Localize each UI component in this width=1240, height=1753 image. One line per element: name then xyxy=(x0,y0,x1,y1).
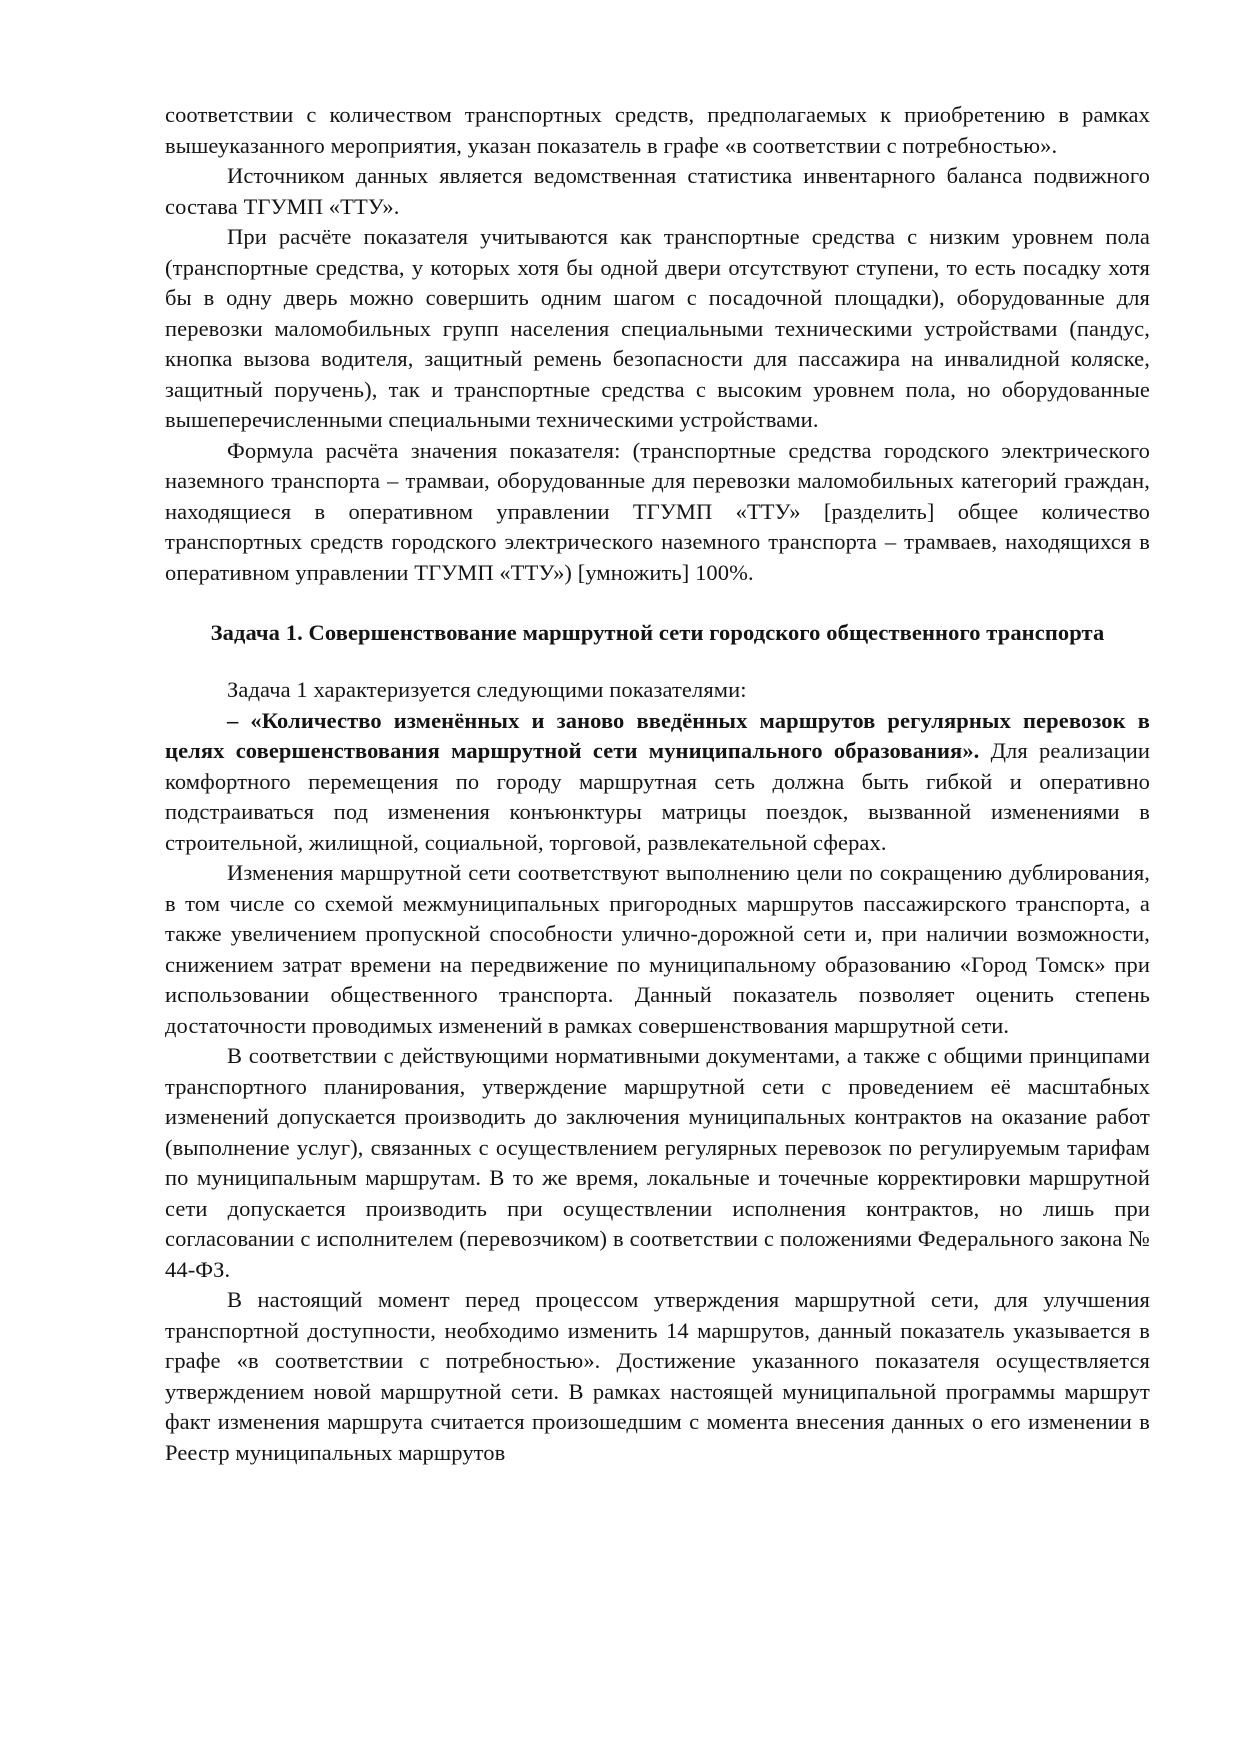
indicator-bold-lead: – «Количество изменённых и заново введённых маршрутов регулярных перевозок в целях совершенствования маршрутной сети муниципального образования». xyxy=(165,707,1150,763)
indicator-rest-text: Для реализации комфортного перемещения по городу маршрутная сеть должна быть гибкой и оперативно подстраиваться под изменения конъюнктуры матрицы поездок, вызванной изменениями в строительной, жилищной, социальной, торговой, развлекательной сферах. xyxy=(165,738,1150,855)
document-text-block xyxy=(165,100,1150,1468)
paragraph-calculation-rules: При расчёте показателя учитываются как транспортные средства с низким уровнем пола (транспортные средства, у которых хотя бы одной двери отсутствуют ступени, то есть посадку хотя бы в одну дверь можно совершить одним шагом с посадочной площадки), оборудованные для перевозки маломобильных групп населения специальными техническими устройствами (пандус, кнопка вызова водителя, защитный ремень безопасности для пассажира на инвалидной коляске, защитный поручень), так и транспортные средства с высоким уровнем пола, но оборудованные вышеперечисленными специальными техническими устройствами. xyxy=(165,224,1150,432)
paragraph-indicator xyxy=(165,706,1150,859)
paragraph-task-intro: Задача 1 характеризуется следующими показателями: xyxy=(227,677,747,702)
paragraph-route-changes: Изменения маршрутной сети соответствуют выполнению цели по сокращению дублирования, в том числе со схемой межмуниципальных пригородных маршрутов пассажирского транспорта, а также увеличением пропускной способности улично-дорожной сети и, при наличии возможности, снижением затрат времени на передвижение по муниципальному образованию «Город Томск» при использовании общественного транспорта. Данный показатель позволяет оценить степень достаточности проводимых изменений в рамках совершенствования маршрутной сети. xyxy=(165,860,1150,1038)
paragraph-regulatory: В соответствии с действующими нормативными документами, а также с общими принципами транспортного планирования, утверждение маршрутной сети с проведением её масштабных изменений допускается производить до заключения муниципальных контрактов на оказание работ (выполнение услуг), связанных с осуществлением регулярных перевозок по регулируемым тарифам по муниципальным маршрутам. В то же время, локальные и точечные корректировки маршрутной сети допускается производить при осуществлении исполнения контрактов, но лишь при согласовании с исполнителем (перевозчиком) в соответствии с положениями Федерального закона № 44-ФЗ. xyxy=(165,1043,1150,1282)
paragraph-data-source: Источником данных является ведомственная статистика инвентарного баланса подвижного состава ТГУМП «ТТУ». xyxy=(165,163,1150,219)
section-heading-task-1: Задача 1. Совершенствование маршрутной сети городского общественного транспорта xyxy=(210,620,1105,645)
paragraph-current-moment: В настоящий момент перед процессом утверждения маршрутной сети, для улучшения транспортной доступности, необходимо изменить 14 маршрутов, данный показатель указывается в графе «в соответствии с потребностью». Достижение указанного показателя осуществляется утверждением новой маршрутной сети. В рамках настоящей муниципальной программы маршрут факт изменения маршрута считается произошедшим с момента внесения данных о его изменении в Реестр муниципальных маршрутов xyxy=(165,1287,1150,1465)
paragraph-formula: Формула расчёта значения показателя: (транспортные средства городского электрического наземного транспорта – трамваи, оборудованные для перевозки маломобильных категорий граждан, находящиеся в оперативном управлении ТГУМП «ТТУ» [разделить] общее количество транспортных средств городского электрического наземного транспорта – трамваев, находящихся в оперативном управлении ТГУМП «ТТУ») [умножить] 100%. xyxy=(165,437,1150,585)
paragraph-continuation: соответствии с количеством транспортных средств, предполагаемых к приобретению в рамках вышеуказанного мероприятия, указан показатель в графе «в соответствии с потребностью». xyxy=(165,102,1150,158)
